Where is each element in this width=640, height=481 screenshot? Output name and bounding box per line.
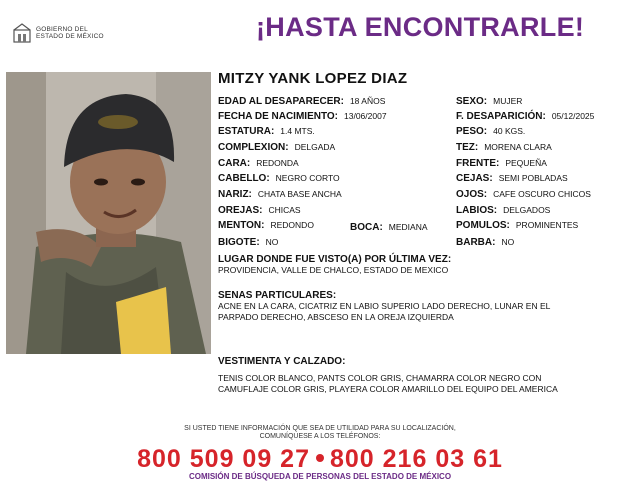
missing-person-photo: [6, 72, 211, 354]
logo-line-2: ESTADO DE MÉXICO: [36, 33, 104, 40]
field-label: COMPLEXION:: [218, 142, 289, 153]
field-peso: [456, 126, 525, 137]
marks-line-1: ACNE EN LA CARA, CICATRIZ EN LABIO SUPERIO LADO DERECHO, LUNAR EN EL: [218, 301, 551, 311]
headline: ¡HASTA ENCONTRARLE!: [256, 12, 585, 42]
footer-note: [0, 425, 640, 441]
field-label: CARA:: [218, 158, 251, 169]
clothing-line-2: CAMUFLAJE COLOR GRIS, PLAYERA COLOR AMARILLO DEL EQUIPO DEL AMERICA: [218, 384, 558, 394]
phone-number-1[interactable]: 800 509 09 27: [137, 445, 310, 473]
field-orejas: [218, 205, 301, 216]
marks-section: [218, 290, 550, 323]
person-name: MITZY YANK LOPEZ DIAZ: [218, 70, 408, 87]
field-label: BOCA:: [350, 222, 383, 233]
field-label: OREJAS:: [218, 205, 263, 216]
field-value: REDONDA: [256, 158, 299, 168]
field-barba: [456, 237, 514, 248]
field-value: CHICAS: [268, 205, 301, 215]
field-value: MEDIANA: [388, 222, 428, 232]
field-label: F. DESAPARICIÓN:: [456, 111, 546, 122]
last-seen-title: LUGAR DONDE FUE VISTO(A) POR ÚLTIMA VEZ:: [218, 254, 452, 265]
clothing-section: [218, 356, 558, 395]
field-nariz: [218, 189, 342, 200]
field-bigote: [218, 237, 278, 248]
field-label: SEXO:: [456, 96, 488, 107]
field-value: SEMI POBLADAS: [498, 173, 568, 183]
field-value: CAFE OSCURO CHICOS: [493, 189, 591, 199]
field-label: PESO:: [456, 126, 488, 137]
phone-number-2[interactable]: 800 216 03 61: [330, 445, 503, 473]
field-value: NEGRO CORTO: [275, 173, 340, 183]
field-sexo: [456, 96, 522, 107]
field-label: BARBA:: [456, 237, 496, 248]
clothing-line-1: TENIS COLOR BLANCO, PANTS COLOR GRIS, CHAMARRA COLOR NEGRO CON: [218, 373, 542, 383]
field-value: 05/12/2025: [551, 111, 595, 121]
field-label: LABIOS:: [456, 205, 498, 216]
field-ojos: [456, 189, 591, 200]
agency-name: COMISIÓN DE BÚSQUEDA DE PERSONAS DEL ESTADO DE MÉXICO: [188, 472, 452, 481]
field-value: DELGADA: [294, 142, 336, 152]
field-label: FRENTE:: [456, 158, 500, 169]
field-label: BIGOTE:: [218, 237, 260, 248]
bullet-icon: [316, 454, 324, 462]
field-cara: [218, 158, 299, 169]
phone-numbers: [0, 445, 640, 474]
field-value: PEQUEÑA: [505, 158, 547, 168]
field-label: ESTATURA:: [218, 126, 275, 137]
field-label: POMULOS:: [456, 220, 510, 231]
field-value: 1.4 MTS.: [280, 126, 315, 136]
field-value: REDONDO: [270, 220, 314, 230]
field-fecha-nacimiento: [218, 111, 387, 122]
field-value: PROMINENTES: [515, 220, 579, 230]
field-label: FECHA DE NACIMIENTO:: [218, 111, 338, 122]
last-seen-section: [218, 254, 451, 276]
field-pomulos: [456, 220, 578, 231]
field-label: CEJAS:: [456, 173, 493, 184]
marks-title: SENAS PARTICULARES:: [218, 290, 337, 301]
field-boca: [350, 222, 428, 233]
field-label: NARIZ:: [218, 189, 252, 200]
field-value: CHATA BASE ANCHA: [257, 189, 342, 199]
field-estatura: [218, 126, 315, 137]
field-label: MENTON:: [218, 220, 265, 231]
field-value: 18 AÑOS: [349, 96, 386, 106]
field-value: MUJER: [493, 96, 523, 106]
government-logo: [12, 22, 122, 46]
field-value: 40 KGS.: [493, 126, 526, 136]
field-label: OJOS:: [456, 189, 488, 200]
field-value: NO: [501, 237, 515, 247]
marks-line-2: PARPADO DERECHO, ABSCESO EN LA OREJA IZQUIERDA: [218, 312, 454, 322]
logo-line-1: GOBIERNO DEL: [36, 26, 88, 33]
field-complexion: [218, 142, 335, 153]
portrait-illustration: [6, 72, 211, 354]
field-value: DELGADOS: [503, 205, 551, 215]
clothing-title: VESTIMENTA Y CALZADO:: [218, 356, 346, 367]
field-edad: [218, 96, 385, 107]
field-value: 13/06/2007: [344, 111, 387, 121]
field-cejas: [456, 173, 568, 184]
last-seen-text: PROVIDENCIA, VALLE DE CHALCO, ESTADO DE MEXICO: [218, 265, 449, 275]
field-menton: [218, 220, 314, 231]
footer-note-line-2: COMUNÍQUESE A LOS TELÉFONOS:: [259, 433, 381, 440]
field-label: EDAD AL DESAPARECER:: [218, 96, 344, 107]
field-label: TEZ:: [456, 142, 479, 153]
field-value: NO: [265, 237, 279, 247]
field-labios: [456, 205, 550, 216]
footer-note-line-1: SI USTED TIENE INFORMACIÓN QUE SEA DE UTILIDAD PARA SU LOCALIZACIÓN,: [184, 425, 456, 432]
field-value: MORENA CLARA: [484, 142, 552, 152]
field-tez: [456, 142, 552, 153]
field-frente: [456, 158, 547, 169]
field-label: CABELLO:: [218, 173, 270, 184]
field-cabello: [218, 173, 340, 184]
state-emblem-icon: [12, 22, 32, 44]
field-fecha-desaparicion: [456, 111, 594, 122]
